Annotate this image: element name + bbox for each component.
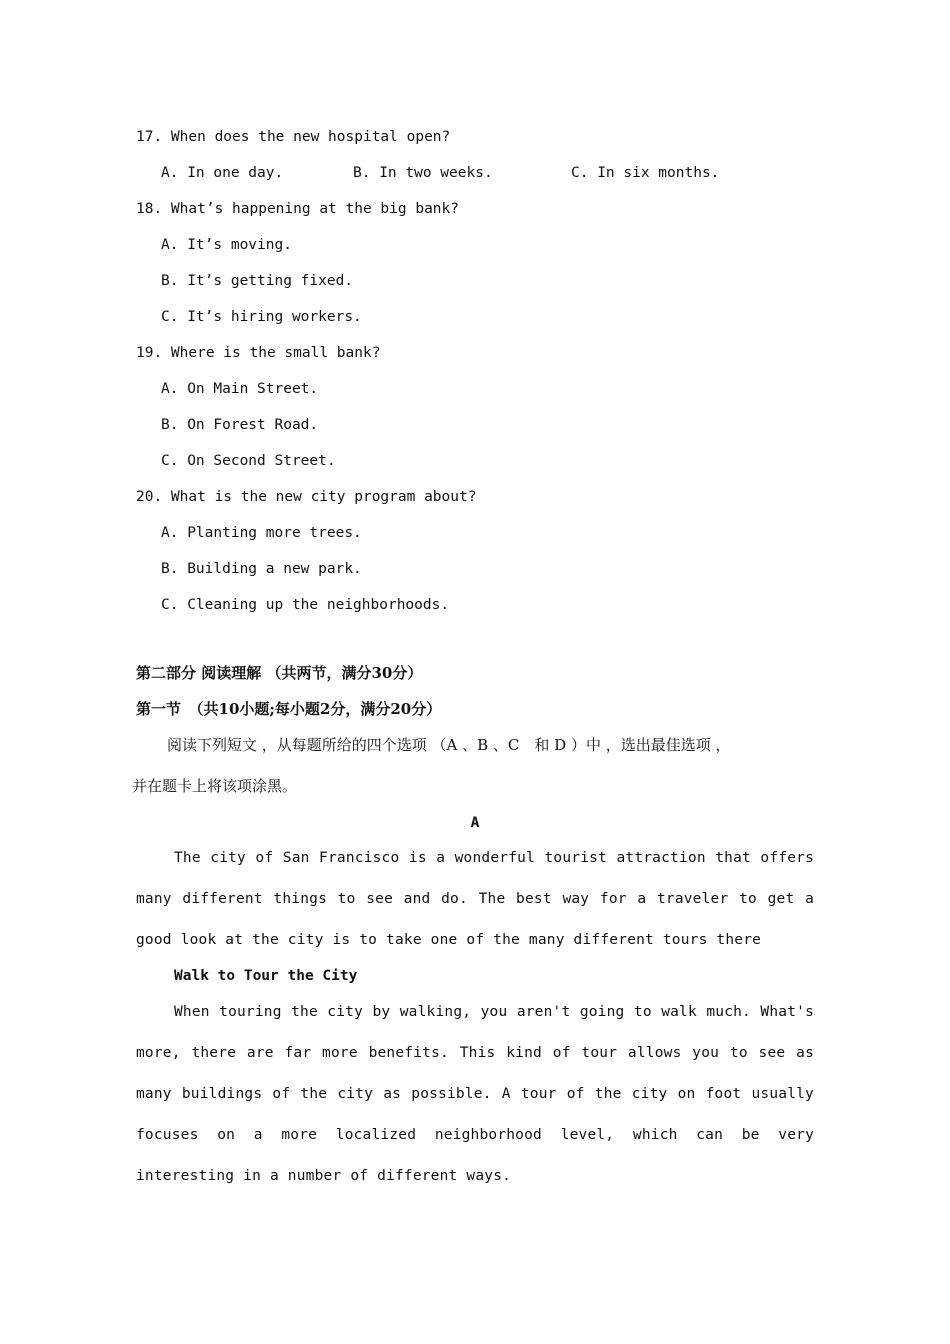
passage-intro: The city of San Francisco is a wonderful tourist attraction that offers many different things to see and do. The best way for a traveler to get a good look at the city is to take one of the many different tours there bbox=[136, 850, 814, 948]
passage-body: When touring the city by walking, you aren't going to walk much. What's more, there are far more benefits. This kind of tour allows you to see as many buildings of the city as possible. A tour of the city on foot usually focuses on a more localized neighborhood level, which can be very interesting in a number of different ways. bbox=[136, 1004, 814, 1184]
question-20-option-b: B. Building a new park. bbox=[161, 561, 362, 577]
question-17-option-a: A. In one day. bbox=[161, 165, 284, 181]
passage-subheading: Walk to Tour the City bbox=[174, 968, 358, 984]
question-19-option-c: C. On Second Street. bbox=[161, 453, 336, 469]
part-title: 第二部分 阅读理解 （共两节，满分30分） bbox=[136, 664, 423, 682]
question-20-stem: 20. What is the new city program about? bbox=[136, 489, 477, 505]
question-17-stem: 17. When does the new hospital open? bbox=[136, 129, 451, 145]
question-19-stem: 19. Where is the small bank? bbox=[136, 345, 381, 361]
question-17-option-b: B. In two weeks. bbox=[353, 165, 493, 181]
question-20-option-a: A. Planting more trees. bbox=[161, 525, 362, 541]
question-18-option-b: B. It’s getting fixed. bbox=[161, 273, 354, 289]
instruction-line-1: 阅读下列短文 ，从每题所给的四个选项 （A 、B 、C 和 D ）中 ，选出最佳选项 ， bbox=[167, 736, 731, 754]
passage-label: A bbox=[470, 815, 480, 831]
question-18-stem: 18. What’s happening at the big bank? bbox=[136, 201, 460, 217]
question-20-option-c: C. Cleaning up the neighborhoods. bbox=[161, 597, 450, 613]
question-19-option-a: A. On Main Street. bbox=[161, 381, 319, 397]
section-title: 第一节 （共10小题;每小题2分，满分20分） bbox=[136, 700, 442, 718]
question-18-option-c: C. It’s hiring workers. bbox=[161, 309, 362, 325]
question-19-option-b: B. On Forest Road. bbox=[161, 417, 319, 433]
question-17-option-c: C. In six months. bbox=[571, 165, 720, 181]
instruction-line-2: 并在题卡上将该项涂黑。 bbox=[132, 777, 298, 795]
question-18-option-a: A. It’s moving. bbox=[161, 237, 292, 253]
